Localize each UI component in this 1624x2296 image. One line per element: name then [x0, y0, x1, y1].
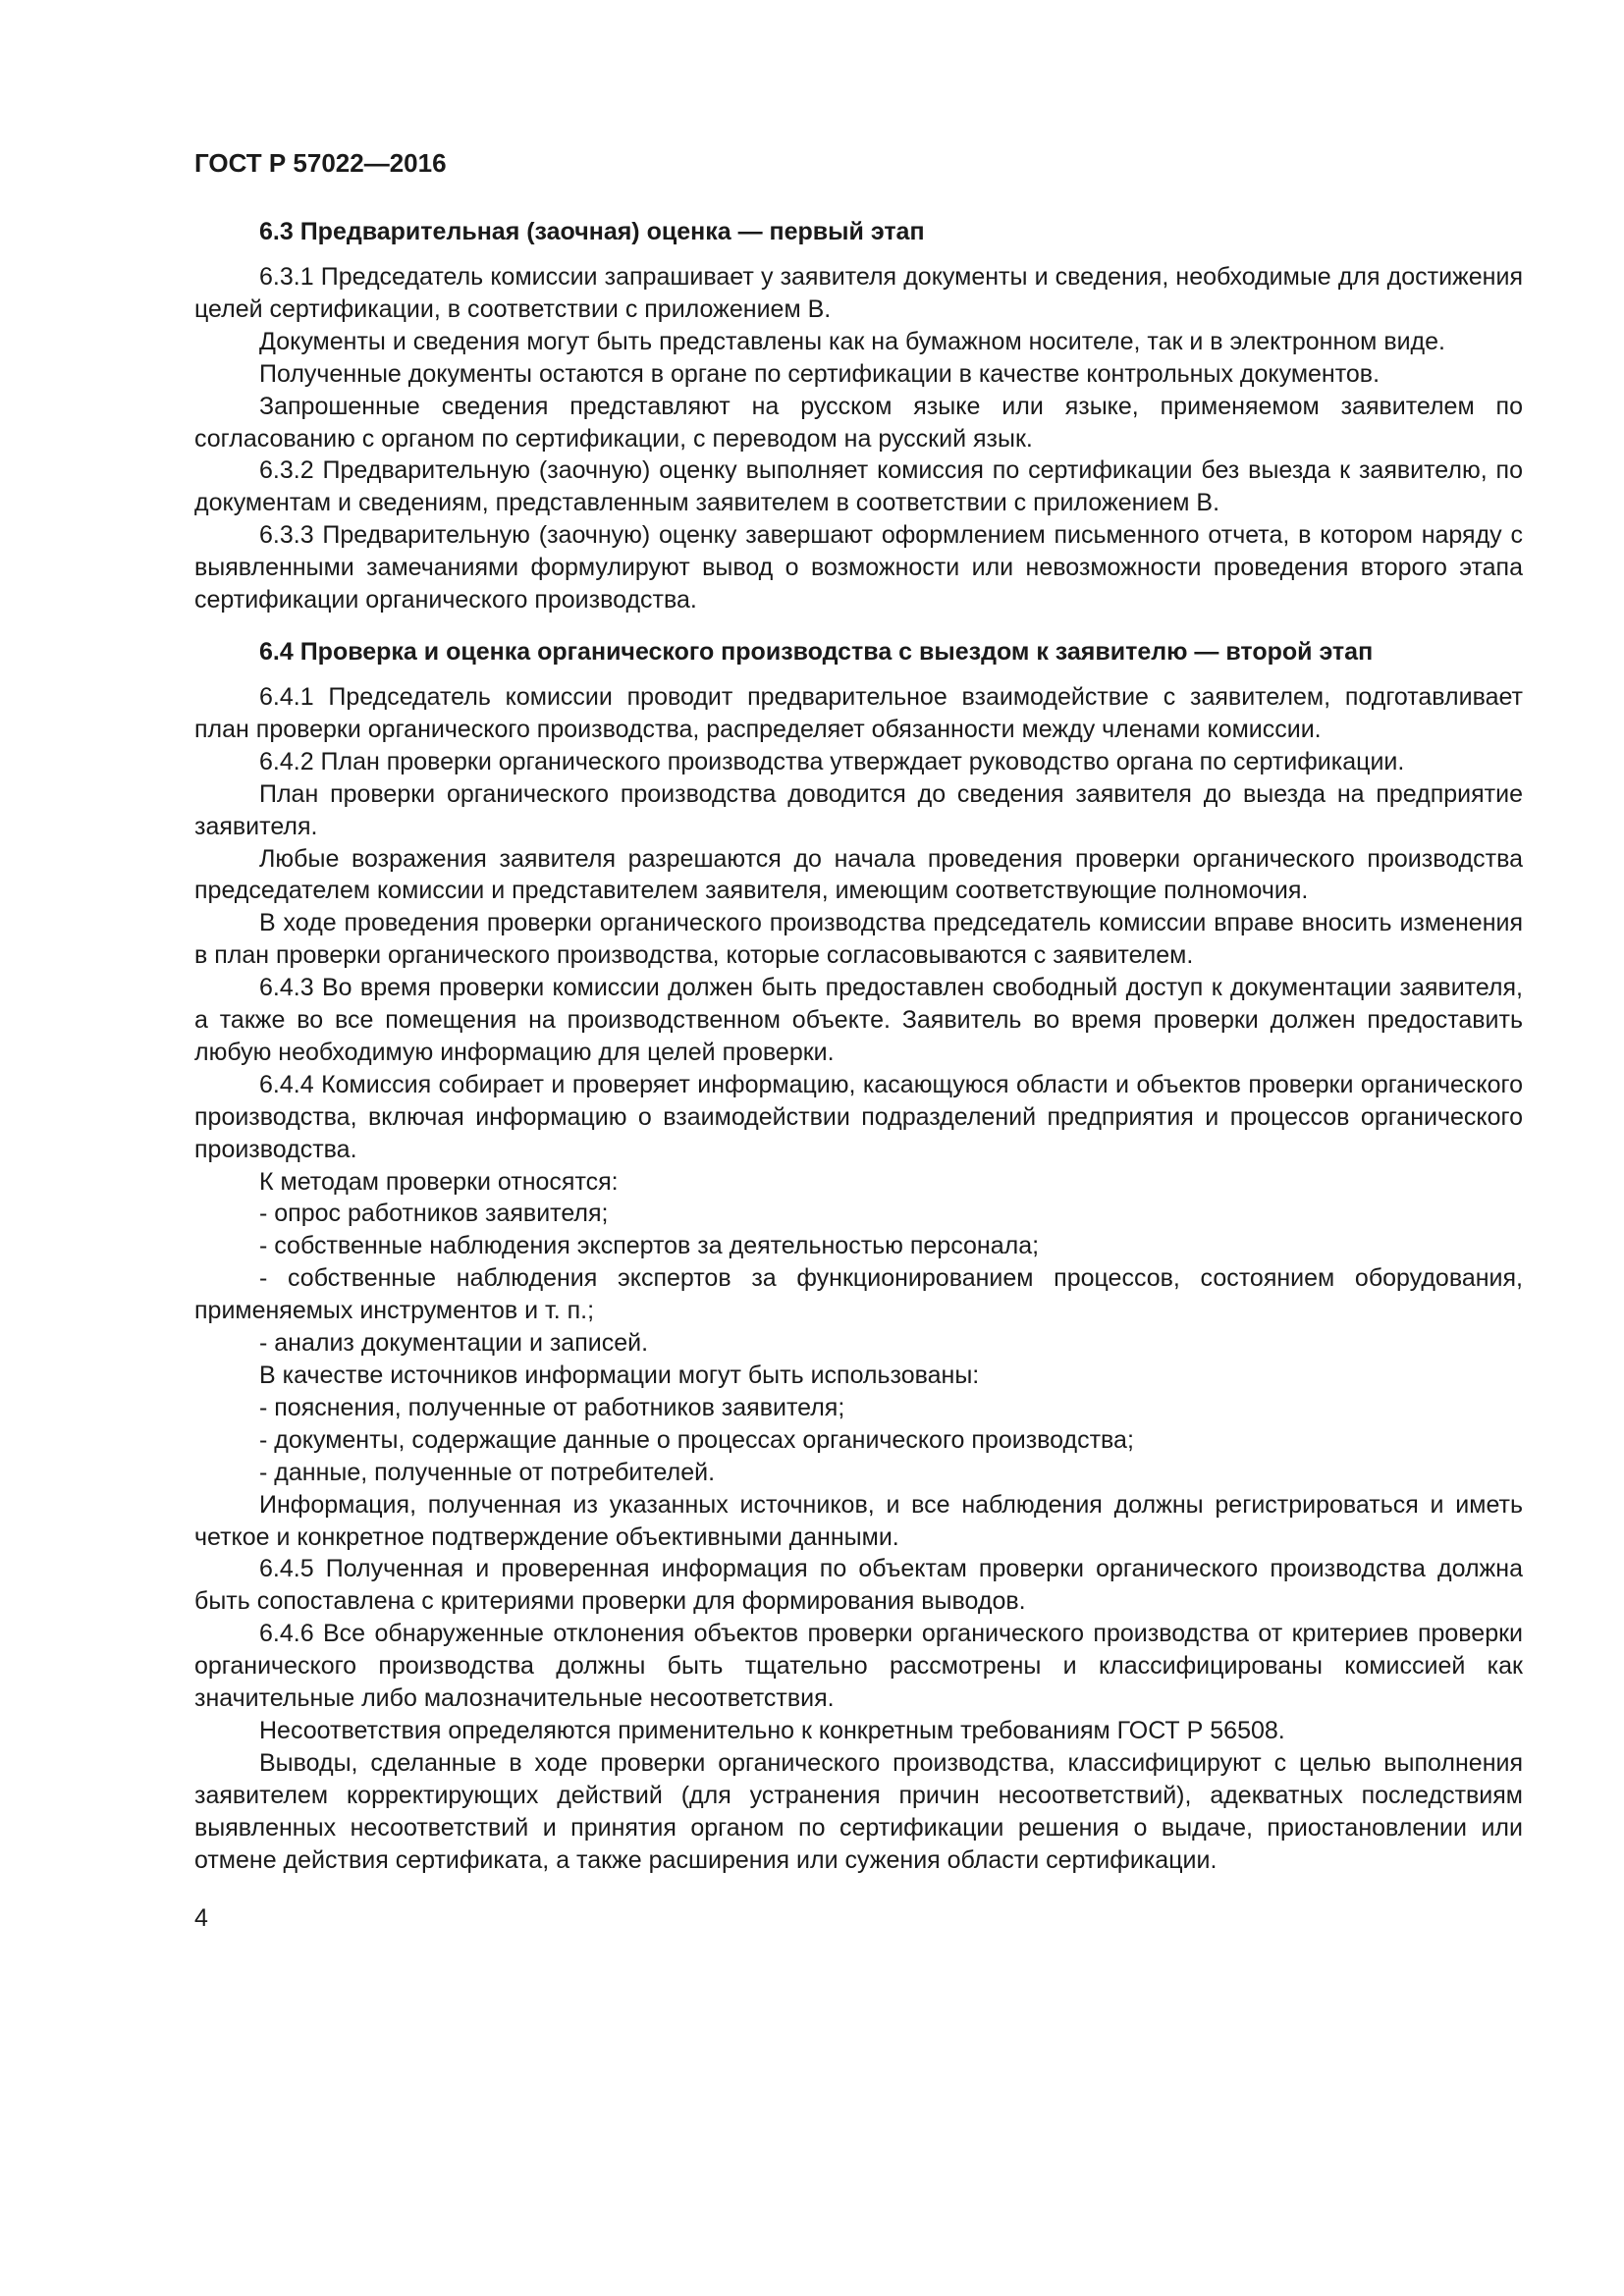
paragraph: Любые возражения заявителя разрешаются до начала проведения проверки органического производства председателем комиссии и представителем заявителя, имеющим соответствующие полномочия. — [194, 844, 1523, 905]
section-body-6-3 — [194, 261, 1523, 616]
paragraph: 6.3.3 Предварительную (заочную) оценку завершают оформлением письменного отчета, в котором наряду с выявленными замечаниями формулируют вывод о возможности или невозможности проведения второго этапа сертификации органического производства. — [194, 521, 1523, 614]
paragraph: К методам проверки относятся: — [259, 1167, 619, 1196]
list-item: - данные, полученные от потребителей. — [259, 1458, 716, 1486]
list-item: - опрос работников заявителя; — [259, 1200, 609, 1228]
section-title-6-4: 6.4 Проверка и оценка органического производства с выездом к заявителю — второй этап — [259, 637, 1374, 666]
paragraph: Запрошенные сведения представляют на русском языке или языке, применяемом заявителем по согласованию с органом по сертификации, с переводом на русский язык. — [194, 392, 1523, 453]
paragraph: В качестве источников информации могут быть использованы: — [259, 1362, 980, 1389]
paragraph: Документы и сведения могут быть представлены как на бумажном носителе, так и в электронном виде. — [259, 327, 1445, 355]
paragraph: 6.3.1 Председатель комиссии запрашивает у заявителя документы и сведения, необходимые для достижения целей сертификации, в соответствии с приложением В. — [194, 263, 1523, 323]
list-item: - пояснения, полученные от работников заявителя; — [259, 1393, 845, 1421]
paragraph: 6.4.5 Полученная и проверенная информация по объектам проверки органического производства должна быть сопоставлена с критериями проверки для формирования выводов. — [194, 1555, 1523, 1616]
list-item: - собственные наблюдения экспертов за деятельностью персонала; — [259, 1232, 1040, 1260]
paragraph: 6.4.1 Председатель комиссии проводит предварительное взаимодействие с заявителем, подготавливает план проверки органического производства, распределяет обязанности между членами комиссии. — [194, 682, 1523, 743]
paragraph: 6.4.2 План проверки органического производства утверждает руководство органа по сертификации. — [259, 747, 1405, 775]
paragraph: Полученные документы остаются в органе по сертификации в качестве контрольных документов. — [259, 359, 1380, 388]
paragraph: 6.4.6 Все обнаруженные отклонения объектов проверки органического производства от критериев проверки органического производства должны быть тщательно рассмотрены и классифицированы комиссией как значительные либо малозначительные несоответствия. — [194, 1620, 1523, 1713]
list-item: - анализ документации и записей. — [259, 1329, 649, 1358]
list-item: - собственные наблюдения экспертов за функционированием процессов, состоянием оборудования, применяемых инструментов и т. п.; — [194, 1264, 1523, 1325]
document-header: ГОСТ Р 57022—2016 — [194, 148, 447, 178]
list-item: - документы, содержащие данные о процессах органического производства; — [259, 1425, 1134, 1454]
paragraph: 6.4.3 Во время проверки комиссии должен быть предоставлен свободный доступ к документации заявителя, а также во все помещения на производственном объекте. Заявитель во время проверки должен предоставить любую необходимую информацию для целей проверки. — [194, 974, 1523, 1066]
paragraph: Несоответствия определяются применительно к конкретным требованиям ГОСТ Р 56508. — [259, 1716, 1285, 1744]
section-body-6-4 — [194, 681, 1523, 1877]
paragraph: Выводы, сделанные в ходе проверки органического производства, классифицируют с целью выполнения заявителем корректирующих действий (для устранения причин несоответствий), адекватных последствиям выявленных несоответствий и принятия органом по сертификации решения о выдаче, приостановлении или отмене действия сертификата, а также расширения или сужения области сертификации. — [194, 1748, 1523, 1874]
paragraph: 6.3.2 Предварительную (заочную) оценку выполняет комиссия по сертификации без выезда к заявителю, по документам и сведениям, представленным заявителем в соответствии с приложением В. — [194, 456, 1523, 517]
section-title-6-3: 6.3 Предварительная (заочная) оценка — первый этап — [259, 218, 925, 245]
page-number: 4 — [194, 1903, 208, 1932]
paragraph: План проверки органического производства доводится до сведения заявителя до выезда на предприятие заявителя. — [194, 779, 1523, 840]
paragraph: В ходе проведения проверки органического производства председатель комиссии вправе вносить изменения в план проверки органического производства, которые согласовываются с заявителем. — [194, 909, 1523, 970]
paragraph: Информация, полученная из указанных источников, и все наблюдения должны регистрироваться и иметь четкое и конкретное подтверждение объективными данными. — [194, 1490, 1523, 1551]
document-page — [194, 147, 1523, 1934]
paragraph: 6.4.4 Комиссия собирает и проверяет информацию, касающуюся области и объектов проверки органического производства, включая информацию о взаимодействии подразделений предприятия и процессов органического производства. — [194, 1070, 1523, 1163]
